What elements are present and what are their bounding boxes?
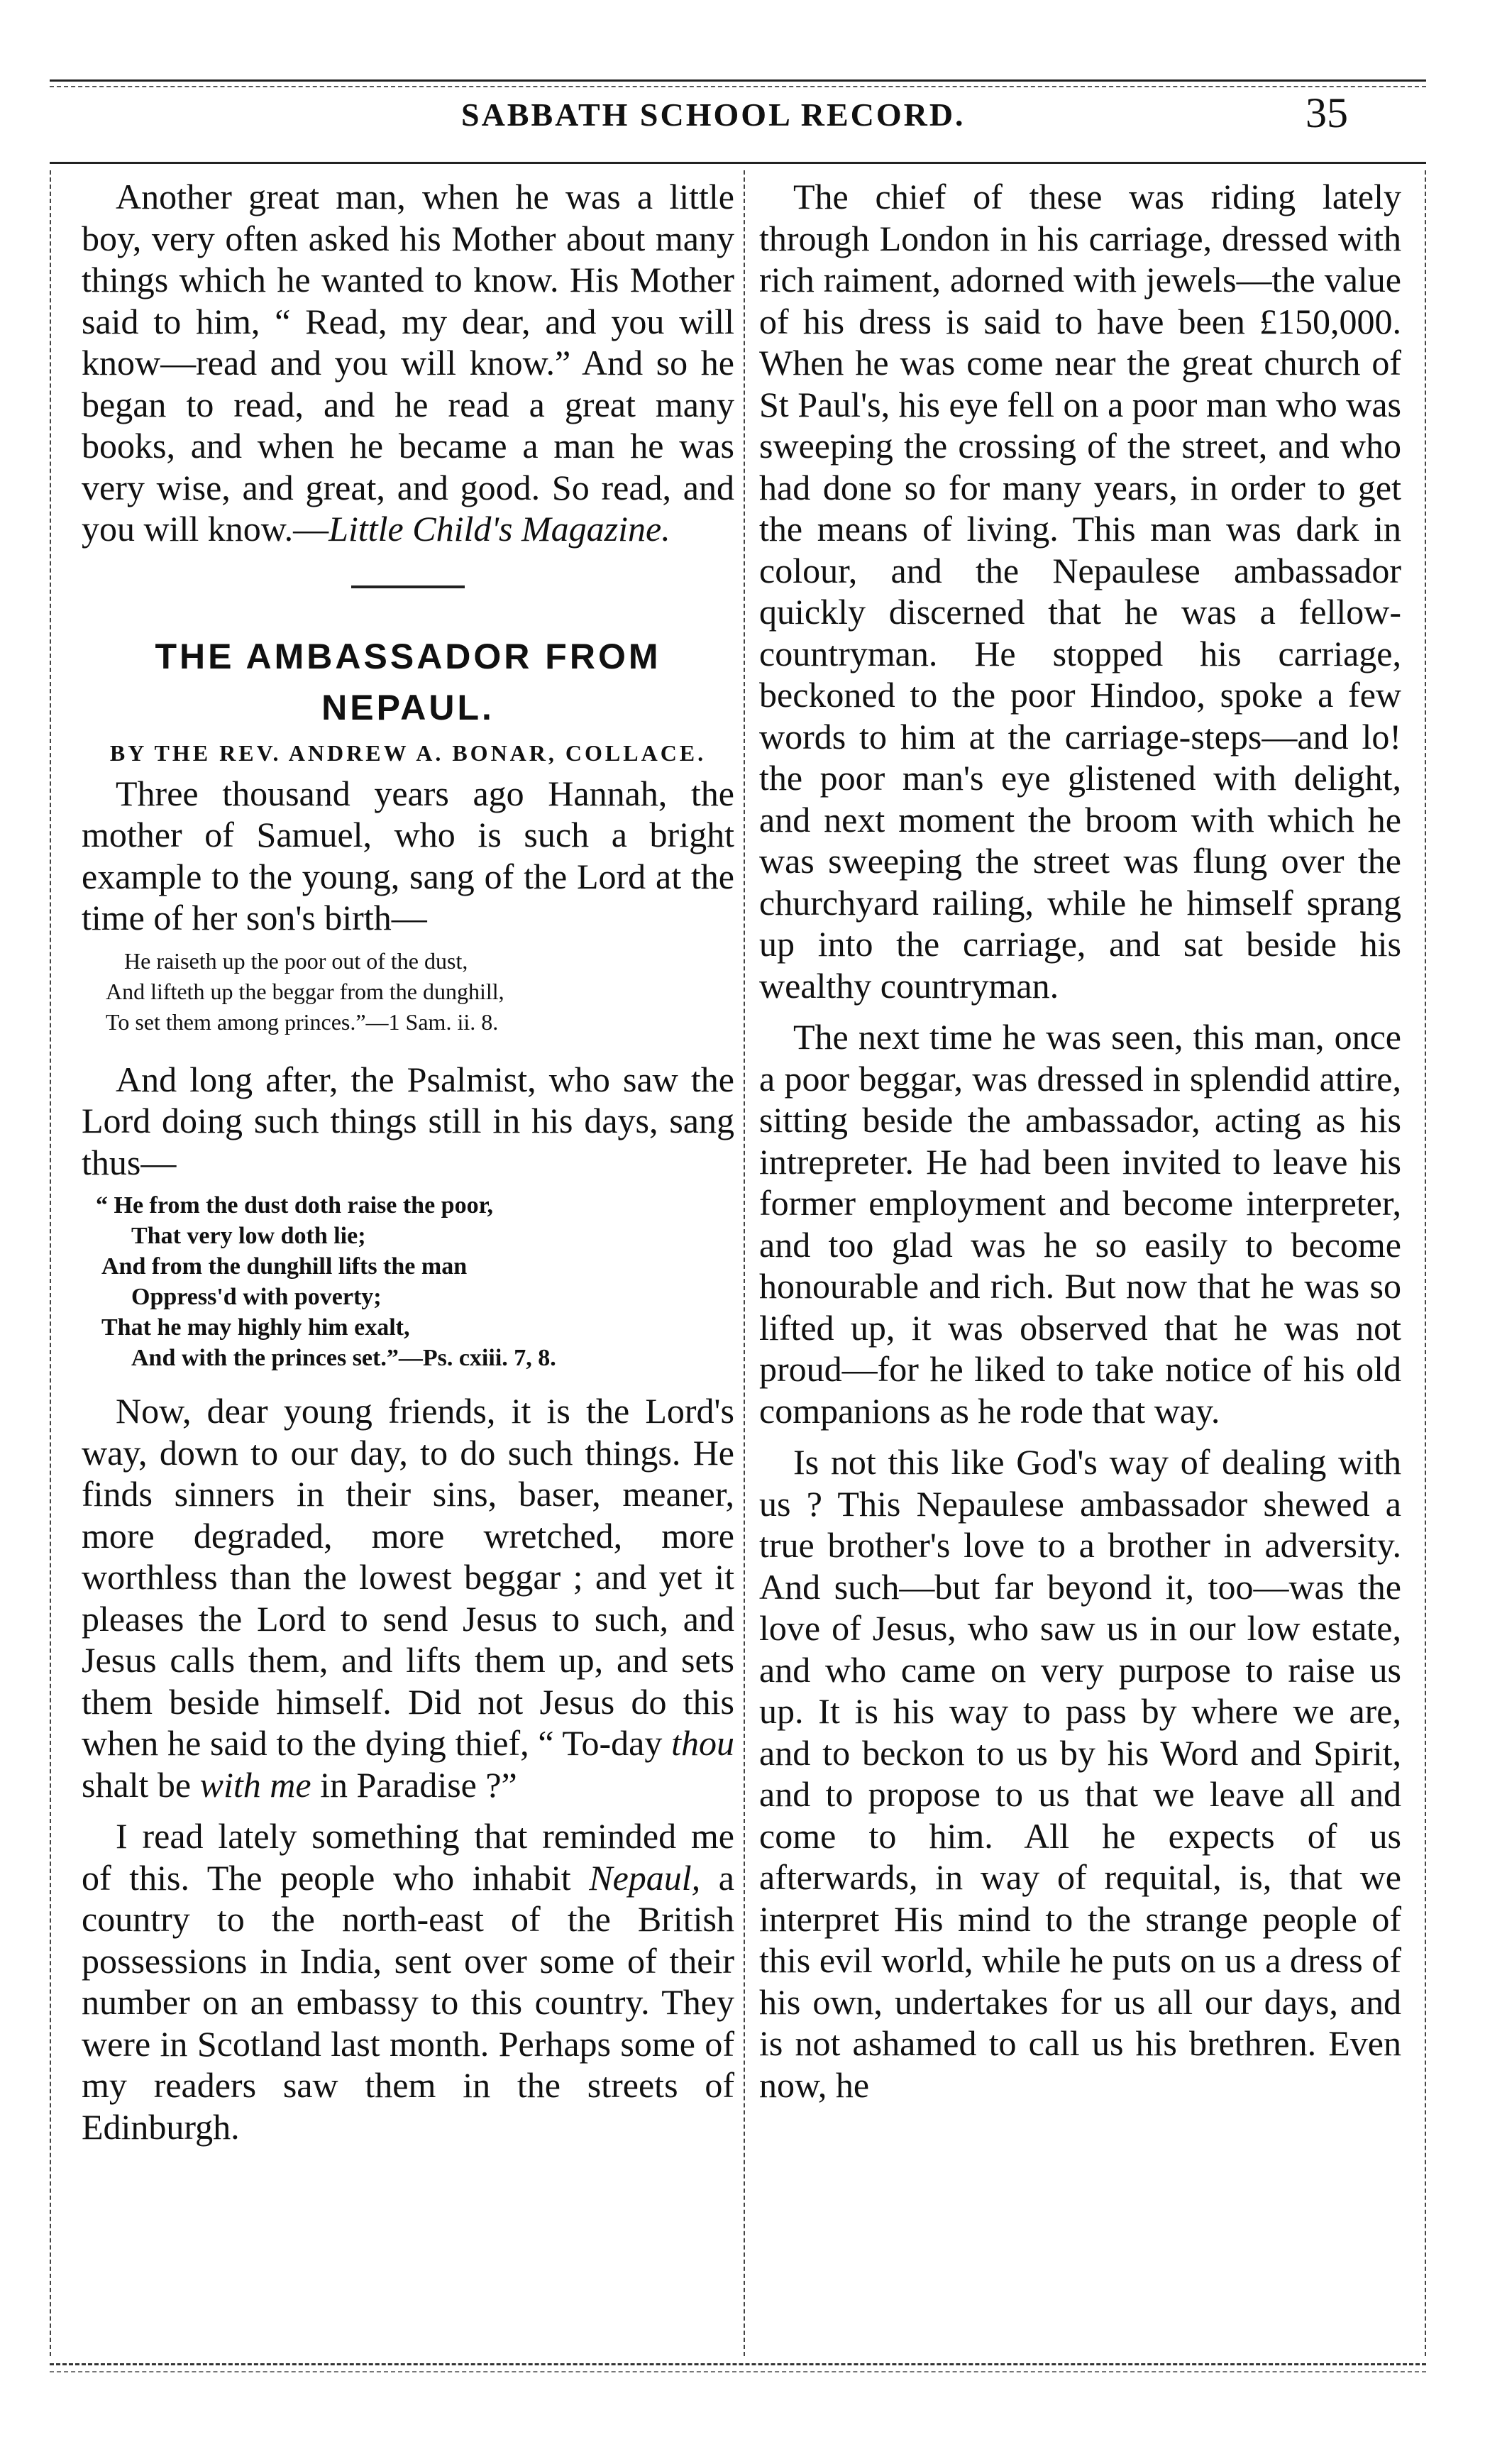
article-title: THE AMBASSADOR FROM NEPAUL. — [155, 636, 661, 727]
column-divider-rule — [744, 170, 745, 2356]
verse-samuel — [82, 946, 734, 1038]
paragraph-text: shalt be — [82, 1764, 200, 1805]
section-divider — [351, 585, 465, 588]
emphasis-text: with me — [199, 1764, 311, 1805]
paragraph-text: Another great man, when he was a little boy, very often asked his Mother about many things which he wanted to know. His Mother said to him, “ Read, my dear, and you will know—read and you will know.” And so he began to read, and he read a great many books, and when he became a man he was very wise, and great, and good. So read, and you will know.— — [82, 177, 734, 549]
paragraph-text: Now, dear young friends, it is the Lord's way, down to our day, to do such things. He finds sinners in their sins, baser, meaner, more degraded, more wretched, more worthless than the lowest beggar ; and yet it pleases the Lord to send Jesus to such, and Jesus calls them, and lifts them up, and sets them beside himself. Did not Jesus do this when he said to the dying thief, “ To-day — [82, 1391, 734, 1763]
emphasis-text: thou — [671, 1723, 734, 1763]
page-number: 35 — [1305, 89, 1348, 136]
header-rule — [50, 162, 1426, 164]
verse-line: He raiseth up the poor out of the dust, — [124, 947, 468, 974]
article-byline: BY THE REV. ANDREW A. BONAR, COLLACE. — [109, 739, 707, 766]
verse-line: And lifteth up the beggar from the dunghill, — [106, 978, 504, 1004]
paragraph-chief-riding: The chief of these was riding lately through London in his carriage, dressed with rich raiment, adorned with jewels—the value of his dress is said to have been £150,000. When he was come near the great church of St Paul's, his eye fell on a poor man who was sweeping the crossing of the street, and who had done so for many years, in order to get the means of living. This man was dark in colour, and the Nepaulese ambassador quickly discerned that he was a fellow-countryman. He stopped his carriage, beckoned to the poor Hindoo, spoke a few words to him at the carriage-steps—and lo! the poor man's eye glistened with delight, and next moment the broom with which he was sweeping the street was flung over the churchyard railing, while he himself sprang up into the carriage, and sat beside his wealthy countryman. — [759, 177, 1401, 1006]
paragraph-great-man — [82, 176, 734, 550]
paragraph-gods-way: Is not this like God's way of dealing with us ? This Nepaulese ambassador shewed a true brother's love to a brother in adversity. And such—but far beyond it, too—was the love of Jesus, who saw us in our low estate, and who came on very purpose to raise us up. It is his way to pass by where we are, and to beckon to us by his Word and Spirit, and to propose to us that we leave all and come to him. All he expects of us afterwards, in way of requital, is, that we interpret His mind to the strange people of this evil world, while he puts on us a dress of his own, undertakes for us all our days, and is not ashamed to call us his brethren. Even now, he — [759, 1442, 1401, 2105]
paragraph-nepaul — [82, 1815, 734, 2147]
running-head: SABBATH SCHOOL RECORD. — [461, 97, 966, 133]
verse-line: Oppress'd with poverty; — [131, 1284, 382, 1310]
paragraph-psalmist: And long after, the Psalmist, who saw the Lord doing such things still in his days, sang thus— — [82, 1059, 734, 1182]
paragraph-hannah: Three thousand years ago Hannah, the mother of Samuel, who is such a bright example to the young, sang of the Lord at the time of her son's birth— — [82, 773, 734, 937]
emphasis-text: Nepaul, — [589, 1857, 701, 1898]
verse-line: And with the princes set.”—Ps. cxiii. 7, 8. — [131, 1345, 556, 1371]
verse-line: And from the dunghill lifts the man — [101, 1253, 468, 1280]
verse-line: To set them among princes.”—1 Sam. ii. 8. — [106, 1008, 499, 1035]
right-column — [759, 176, 1401, 2106]
verse-line: “ He from the dust doth raise the poor, — [96, 1192, 494, 1219]
paragraph-lords-way — [82, 1390, 734, 1805]
paragraph-text: in Paradise ?” — [311, 1764, 517, 1805]
top-border-rule — [50, 79, 1426, 87]
verse-line: That very low doth lie; — [131, 1223, 366, 1249]
paragraph-text: a country to the north-east of the British possessions in India, sent over some of their number on an embassy to this country. They were in Scotland last month. Perhaps some of my readers saw them in the streets of Edinburgh. — [82, 1857, 734, 2147]
source-citation: Little Child's Magazine. — [329, 509, 670, 549]
left-margin-rule — [50, 170, 51, 2356]
paragraph-text: I read lately something that reminded me of this. The people who inhabit — [82, 1816, 734, 1898]
bottom-border-rule — [50, 2363, 1426, 2372]
verse-line: That he may highly him exalt, — [101, 1314, 410, 1341]
verse-psalm — [82, 1190, 734, 1373]
paragraph-next-time: The next time he was seen, this man, once a poor beggar, was dressed in splendid attire, sitting beside the ambassador, acting as his intrepreter. He had been invited to leave his former employment and become interpreter, and too glad was he so easily to become honourable and rich. But now that he was so lifted up, it was observed that he was not proud—for he liked to take notice of his old companions as he rode that way. — [759, 1017, 1401, 1431]
right-margin-rule — [1425, 170, 1426, 2356]
left-column — [82, 176, 734, 2147]
